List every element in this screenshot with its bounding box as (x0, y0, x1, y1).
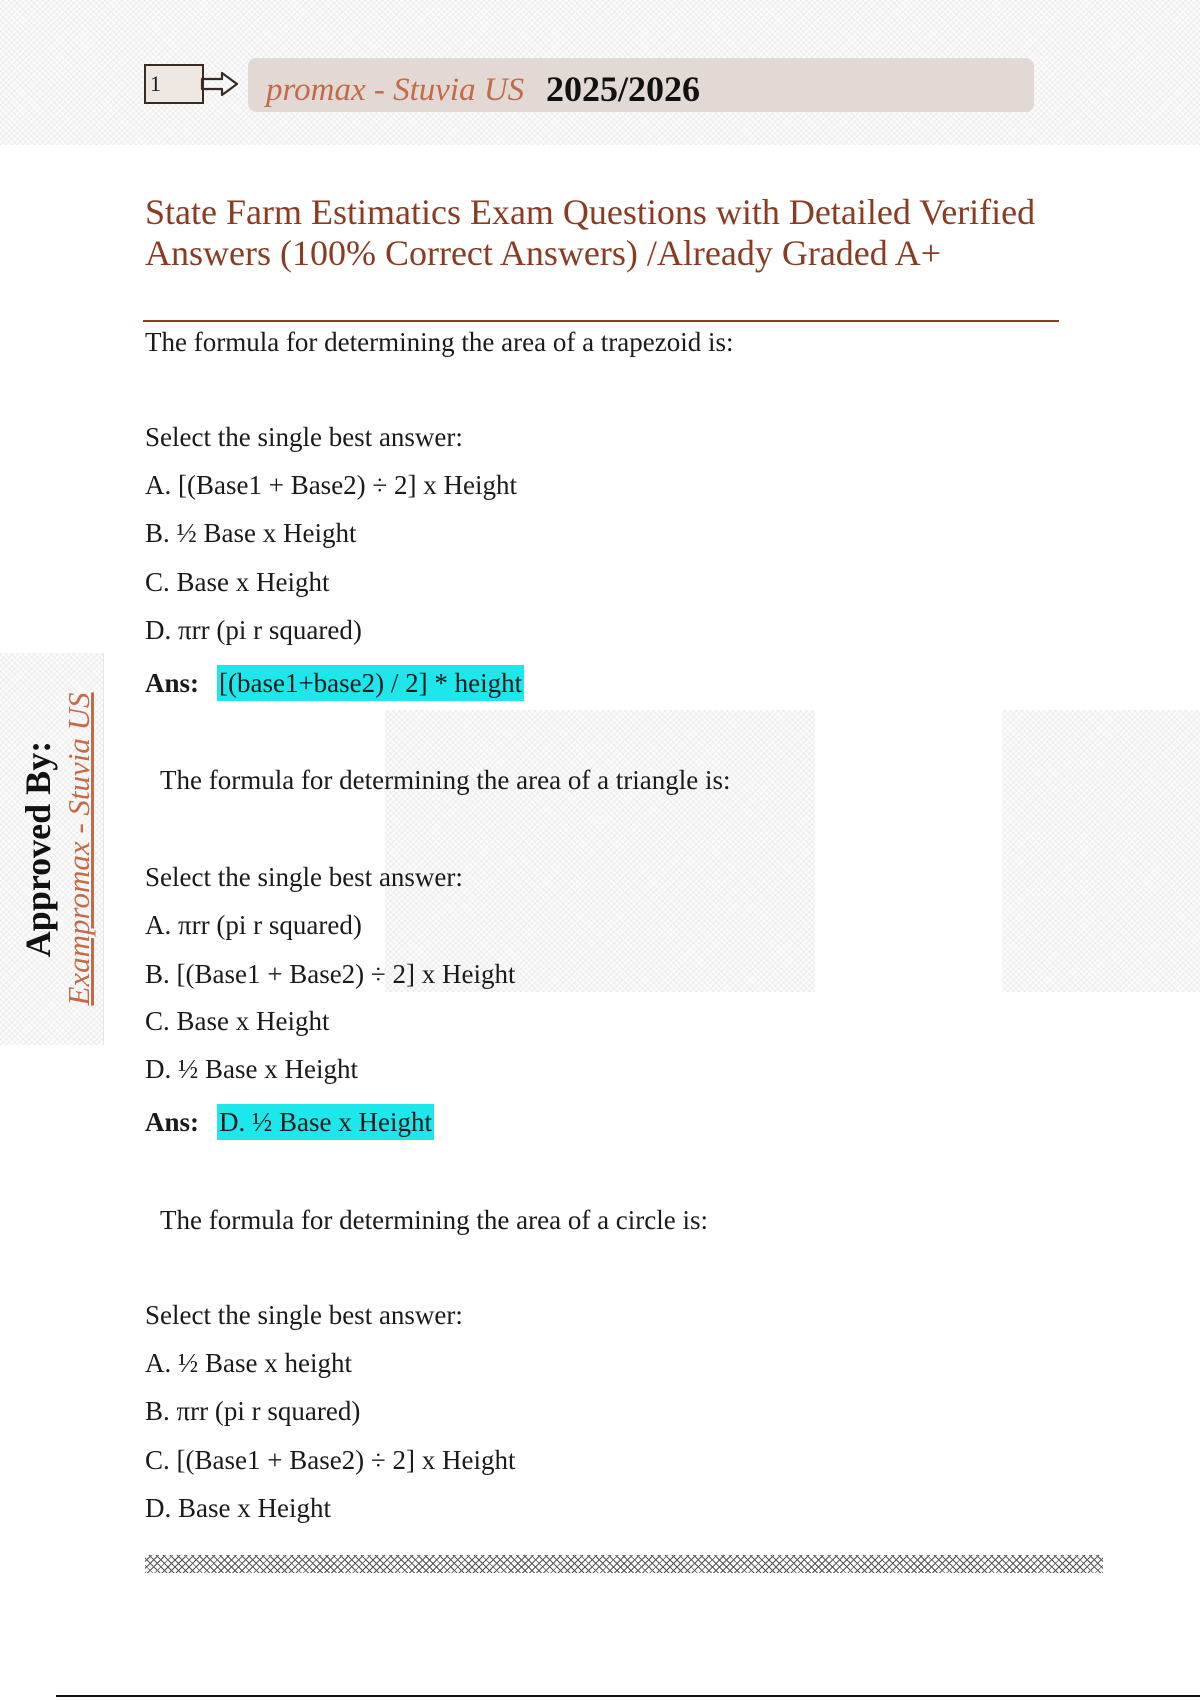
title-divider (143, 320, 1059, 322)
answer-label: Ans: (145, 1107, 200, 1137)
question-instruction: Select the single best answer: (145, 422, 463, 452)
answer-option: B. ½ Base x Height (145, 518, 357, 548)
question-prompt: The formula for determining the area of a circle is: (160, 1205, 709, 1235)
answer-option: C. [(Base1 + Base2) ÷ 2] x Height (145, 1445, 516, 1475)
arrow-right-icon (200, 70, 240, 98)
page-bottom-rule (56, 1695, 1200, 1697)
document-title: State Farm Estimatics Exam Questions with Detailed Verified Answers (100% Correct Answers) /Already Graded A+ (145, 192, 1036, 273)
answer-option: B. πrr (pi r squared) (145, 1396, 361, 1426)
footer-hatch-divider (145, 1555, 1103, 1573)
header-site-name: promax - Stuvia US (266, 72, 525, 108)
question-instruction: Select the single best answer: (145, 1300, 463, 1330)
approval-label: Approved By: (18, 740, 58, 958)
approval-site-name: Exampromax - Stuvia US (61, 692, 96, 1006)
answer-option: A. [(Base1 + Base2) ÷ 2] x Height (145, 470, 517, 500)
correct-answer: D. ½ Base x Height (217, 1104, 434, 1140)
answer-option: D. Base x Height (145, 1493, 331, 1523)
header-year: 2025/2026 (546, 69, 701, 109)
answer-option: D. πrr (pi r squared) (145, 615, 362, 645)
watermark-patch (1002, 710, 1200, 992)
answer-option: A. ½ Base x height (145, 1348, 352, 1378)
answer-option: C. Base x Height (145, 567, 330, 597)
answer-option: A. πrr (pi r squared) (145, 910, 362, 940)
question-instruction: Select the single best answer: (145, 862, 463, 892)
answer-label: Ans: (145, 668, 200, 698)
answer-option: C. Base x Height (145, 1006, 330, 1036)
question-prompt: The formula for determining the area of a triangle is: (160, 765, 731, 795)
answer-option: D. ½ Base x Height (145, 1054, 358, 1084)
correct-answer: [(base1+base2) / 2] * height (217, 665, 524, 701)
question-prompt: The formula for determining the area of a trapezoid is: (145, 327, 734, 357)
page-number-tab: 1 (144, 64, 204, 104)
watermark-patch (385, 710, 815, 992)
answer-option: B. [(Base1 + Base2) ÷ 2] x Height (145, 959, 516, 989)
